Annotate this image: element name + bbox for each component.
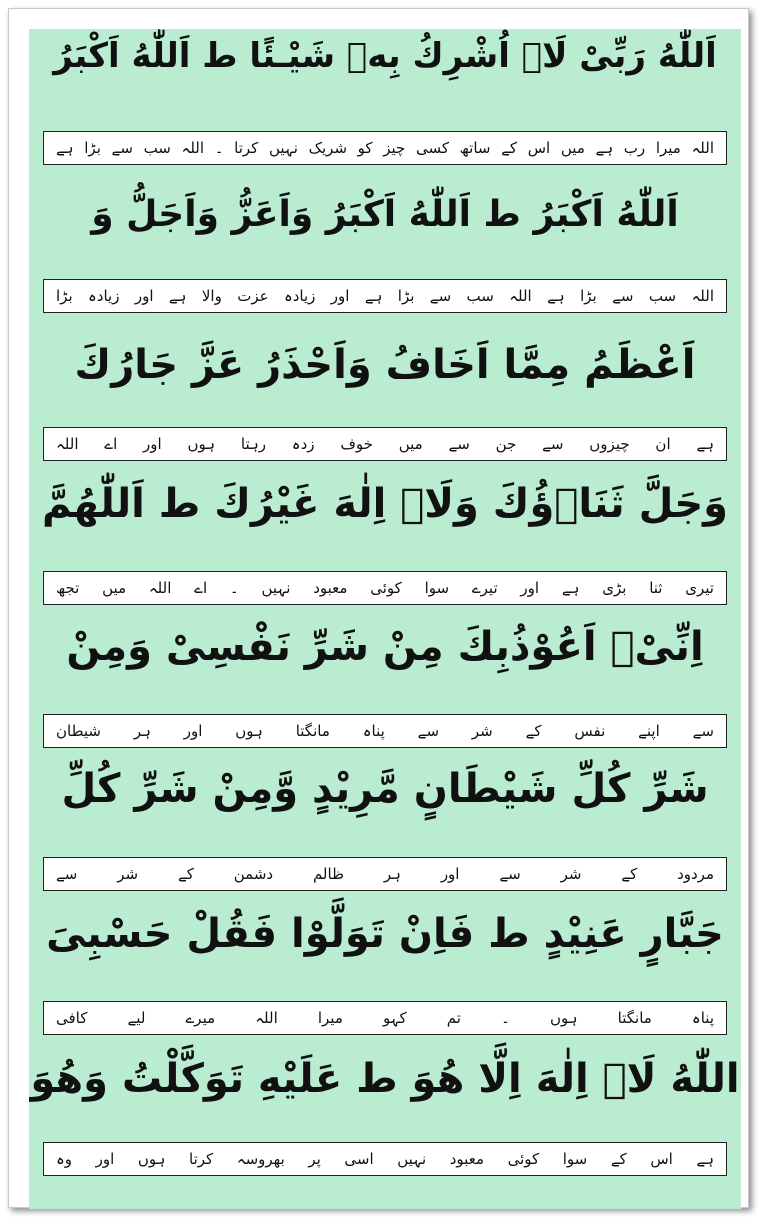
arabic-line-3: اَعْظَمُ مِمَّا اَخَافُ وَاَحْذَرُ عَزَّ جَارُكَ bbox=[74, 342, 696, 388]
arabic-line-5: اِنِّیْۤ اَعُوْذُبِكَ مِنْ شَرِّ نَفْسِیْ وَمِنْ bbox=[66, 624, 704, 670]
dua-page bbox=[29, 29, 741, 1209]
arabic-line-2: اَللّٰهُ اَكْبَرُ ط اَللّٰهُ اَكْبَرُ وَاَعَزُّ وَاَجَلُّ وَ bbox=[91, 194, 679, 235]
page-frame bbox=[8, 8, 749, 1208]
urdu-translation-5: سے اپنے نفس کے شر سے پناہ مانگتا ہوں اور ہر شیطان bbox=[43, 714, 727, 748]
arabic-line-1: اَللّٰهُ رَبِّیْ لَاۤ اُشْرِكُ بِهٖ شَيْـئًا ط اَللّٰهُ اَكْبَرُ bbox=[53, 36, 717, 76]
arabic-line-6: شَرِّ كُلِّ شَيْطَانٍ مَّرِيْدٍ وَّمِنْ شَرِّ كُلِّ bbox=[61, 766, 709, 812]
arabic-line-8: اللّٰهُ لَاۤ اِلٰهَ اِلَّا هُوَ ط عَلَيْهِ تَوَكَّلْتُ وَهُوَ bbox=[30, 1056, 740, 1102]
arabic-line-7: جَبَّارٍ عَنِيْدٍ ط فَاِنْ تَوَلَّوْا فَقُلْ حَسْبِیَ bbox=[46, 911, 724, 957]
urdu-translation-2: اللہ سب سے بڑا ہے اللہ سب سے بڑا ہے اور زیادہ عزت والا ہے اور زیادہ بڑا bbox=[43, 279, 727, 313]
urdu-translation-1: اللہ میرا رب ہے میں اس کے ساتھ کسی چیز کو شریک نہیں کرتا ۔ اللہ سب سے بڑا ہے bbox=[43, 131, 727, 165]
urdu-translation-8: ہے اس کے سوا کوئی معبود نہیں اسی پر بھروسہ کرتا ہوں اور وہ bbox=[43, 1142, 727, 1176]
urdu-translation-3: ہے ان چیزوں سے جن سے میں خوف زدہ رہتا ہوں اور اے اللہ bbox=[43, 427, 727, 461]
arabic-line-4: وَجَلَّ ثَنَاۤؤُكَ وَلَاۤ اِلٰهَ غَيْرُكَ ط اَللّٰهُمَّ bbox=[41, 481, 729, 527]
urdu-translation-4: تیری ثنا بڑی ہے اور تیرے سوا کوئی معبود نہیں ۔ اے اللہ میں تجھ bbox=[43, 571, 727, 605]
urdu-translation-7: پناہ مانگتا ہوں ۔ تم کہو میرا اللہ میرے لیے کافی bbox=[43, 1001, 727, 1035]
urdu-translation-6: مردود کے شر سے اور ہر ظالم دشمن کے شر سے bbox=[43, 857, 727, 891]
